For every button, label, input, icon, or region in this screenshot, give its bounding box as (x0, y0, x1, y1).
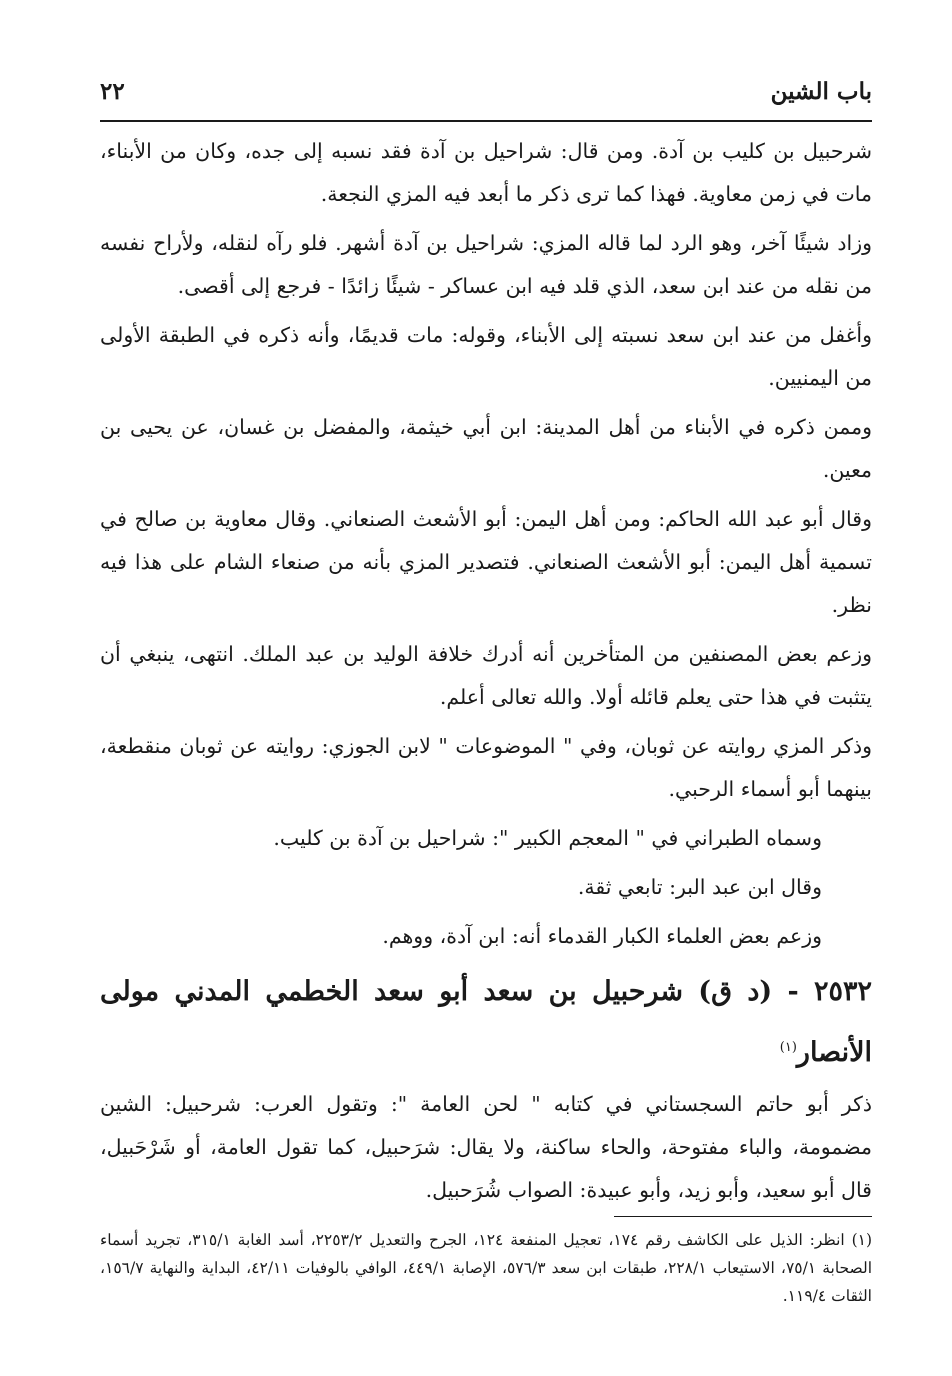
paragraph: وقال ابن عبد البر: تابعي ثقة. (577, 875, 822, 899)
footnote-marker: (١) (779, 1040, 797, 1055)
chapter-title: باب الشين (770, 78, 872, 105)
footnote-divider (614, 1216, 872, 1217)
entry-paragraph: ذكر أبو حاتم السجستاني في كتابه " لحن العامة ": وتقول العرب: شرحبيل: الشين مضمومة، والباء مفتوحة، والحاء ساكنة، ولا يقال: شرَحبيل، كما تقول العامة، أو شَرْحَبيل، قال أبو سعيد، وأبو زيد، وأبو عبيدة: الصواب شُرَحبيل. (100, 1092, 872, 1202)
page-number: ٢٢ (100, 78, 125, 105)
paragraph: وقال أبو عبد الله الحاكم: ومن أهل اليمن: أبو الأشعث الصنعاني. وقال معاوية بن صالح في تسمية أهل اليمن: أبو الأشعث الصنعاني. فتصدير المزي بأنه من صنعاء الشام على هذا فيه نظر. (100, 507, 872, 617)
paragraph: شرحبيل بن كليب بن آدة. ومن قال: شراحيل بن آدة فقد نسبه إلى جده، وكان من الأبناء، مات في زمن معاوية. فهذا كما ترى ذكر ما أبعد فيه المزي النجعة. (100, 139, 872, 206)
paragraph: وذكر المزي روايته عن ثوبان، وفي " الموضوعات " لابن الجوزي: روايته عن ثوبان منقطعة، بينهما أبو أسماء الرحبي. (100, 734, 872, 801)
footnote: (١) انظر: الذيل على الكاشف رقم ١٧٤، تعجيل المنفعة ١٢٤، الجرح والتعديل ٢٢٥٣/٢، أسد الغابة ٣١٥/١، تجريد أسماء الصحابة ٧٥/١، الاستيعاب ٢٢٨/١، طبقات ابن سعد ٥٧٦/٣، الإصابة ٤٤٩/١، الوافي بالوفيات ٤٢/١١، البداية والنهاية ١٥٦/٧، الثقات ١١٩/٤. (100, 1231, 873, 1305)
entry-heading-text: ٢٥٣٢ - (د ق) شرحبيل بن سعد أبو سعد الخطمي المدني مولى الأنصار (100, 976, 872, 1068)
entry-heading (100, 964, 872, 1081)
main-text (100, 130, 872, 1218)
paragraph: وزاد شيئًا آخر، وهو الرد لما قاله المزي: شراحيل بن آدة أشهر. فلو رآه لنقله، ولأراح نفسه من نقله من عند ابن سعد، الذي قلد فيه ابن عساكر - شيئًا زائدًا - فرجع إلى أقصى. (100, 231, 872, 298)
paragraph: وزعم بعض العلماء الكبار القدماء أنه: ابن آدة، ووهم. (382, 924, 822, 948)
paragraph: وأغفل من عند ابن سعد نسبته إلى الأبناء، وقوله: مات قديمًا، وأنه ذكره في الطبقة الأولى من اليمنيين. (100, 323, 872, 390)
running-header (100, 72, 872, 122)
paragraph: وزعم بعض المصنفين من المتأخرين أنه أدرك خلافة الوليد بن عبد الملك. انتهى، ينبغي أن يتثبت في هذا حتى يعلم قائله أولا. والله تعالى أعلم. (100, 642, 872, 709)
paragraph: وسماه الطبراني في " المعجم الكبير ": شراحيل بن آدة بن كليب. (273, 826, 822, 850)
paragraph: وممن ذكره في الأبناء من أهل المدينة: ابن أبي خيثمة، والمفضل بن غسان، عن يحيى بن معين. (100, 415, 872, 482)
